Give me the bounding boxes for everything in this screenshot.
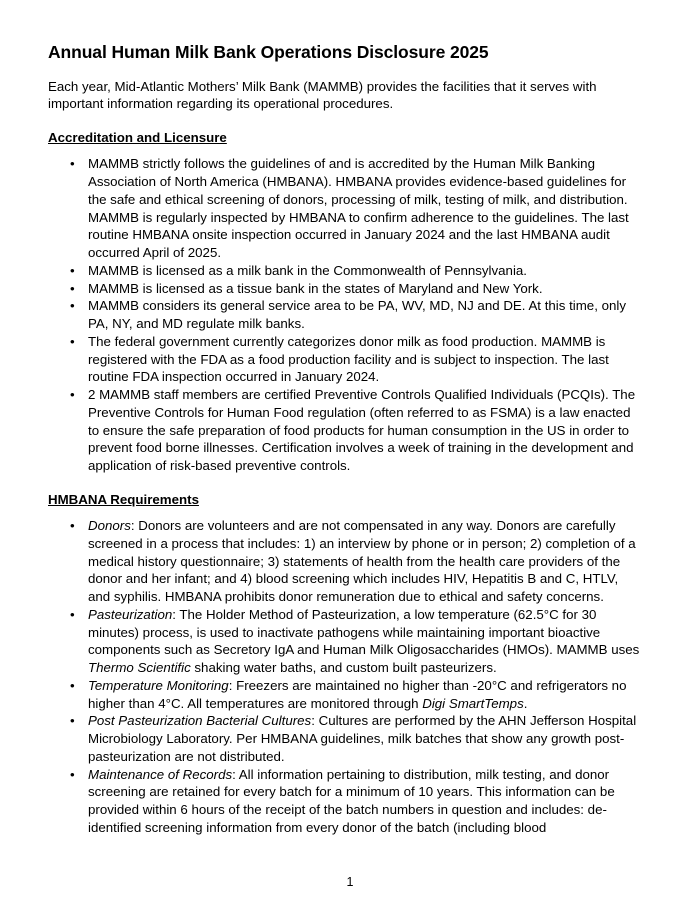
list-item (48, 677, 644, 713)
list-item-lead: Donors (88, 518, 131, 534)
list-item-text: MAMMB strictly follows the guidelines of and is accredited by the Human Milk Banking Association of North America (HMBANA). HMBANA provides evidence-based guidelines for the safe and ethical screening of donors, processing of milk, testing of milk, and distribution. MAMMB is regularly inspected by HMBANA to confirm adherence to the guidelines. The last routine HMBANA onsite inspection occurred in January 2024 and the last HMBANA audit occurred April of 2025. (88, 156, 629, 260)
list-item-lead: Temperature Monitoring (88, 677, 229, 693)
list-item-emphasis: Thermo Scientific (88, 660, 191, 676)
intro-paragraph: Each year, Mid-Atlantic Mothers’ Milk Bank (MAMMB) provides the facilities that it serves with important information regarding its operational procedures. (48, 78, 597, 112)
list-item-text-end: . (523, 695, 528, 711)
list-item (48, 280, 644, 298)
list-item (48, 333, 644, 386)
list-item-text: 2 MAMMB staff members are certified Preventive Controls Qualified Individuals (PCQIs). The Preventive Controls for Human Food regulation (often referred to as FSMA) is a law enacted to ensure the safe preparation of food products for human consumption in the US in order to prevent food borne illnesses. Certification involves a week of training in the development and application of risk-based preventive controls. (88, 387, 636, 473)
list-item (48, 155, 644, 262)
list-item-text: : Donors are volunteers and are not compensated in any way. Donors are carefully screened in a process that includes: 1) an interview by phone or in person; 2) completion of a medical history questionnaire; 3) statements of health from the health care providers of the donor and her infant; and 4) blood screening which includes HIV, Hepatitis B and C, HTLV, and syphilis. HMBANA prohibits donor remuneration due to ethical and safety concerns. (88, 518, 636, 605)
list-item (48, 297, 644, 333)
list-item-lead: Post Pasteurization Bacterial Cultures (88, 713, 312, 729)
list-item (48, 386, 644, 475)
list-item-text: MAMMB is licensed as a milk bank in the Commonwealth of Pennsylvania. (88, 262, 527, 278)
bullet-list-accreditation (48, 155, 644, 475)
list-item-text: The federal government currently categorizes donor milk as food production. MAMMB is registered with the FDA as a food production facility and is subject to inspection. The last routine FDA inspection occurred in January 2024. (88, 333, 609, 385)
list-item-text: : Freezers are maintained no higher than -20°C and refrigerators no higher than 4°C. All temperatures are monitored through (88, 677, 627, 711)
list-item-text: : All information pertaining to distribution, milk testing, and donor screening are retained for every batch for a minimum of 10 years. This information can be provided within 6 hours of the receipt of the batch numbers in question and includes: de-identified screening information from every donor of the batch (including blood (88, 766, 615, 835)
page-number: 1 (346, 874, 354, 889)
list-item (48, 712, 644, 765)
section-heading-accreditation: Accreditation and Licensure (48, 129, 227, 145)
list-item (48, 262, 644, 280)
list-item (48, 766, 644, 837)
list-item-lead: Maintenance of Records (88, 766, 233, 782)
list-item-text: MAMMB considers its general service area to be PA, WV, MD, NJ and DE. At this time, only PA, NY, and MD regulate milk banks. (88, 298, 626, 331)
list-item (48, 517, 644, 606)
bullet-list-hmbana (48, 517, 644, 837)
list-item (48, 606, 644, 677)
section-heading-hmbana: HMBANA Requirements (48, 491, 199, 507)
list-item-text-end: shaking water baths, and custom built pasteurizers. (190, 660, 497, 676)
list-item-text: : The Holder Method of Pasteurization, a low temperature (62.5°C for 30 minutes) process, is used to inactivate pathogens while maintaining important bioactive components such as Secretory IgA and Human Milk Oligosaccharides (HMOs). MAMMB uses (88, 606, 640, 658)
list-item-text: MAMMB is licensed as a tissue bank in the states of Maryland and New York. (88, 280, 543, 296)
list-item-text: : Cultures are performed by the AHN Jefferson Hospital Microbiology Laboratory. Per HMBANA guidelines, milk batches that show any growth post-pasteurization are not distributed. (88, 713, 637, 764)
list-item-emphasis: Digi SmartTemps (422, 695, 524, 711)
page-title: Annual Human Milk Bank Operations Disclosure 2025 (48, 42, 489, 62)
list-item-lead: Pasteurization (88, 606, 173, 622)
